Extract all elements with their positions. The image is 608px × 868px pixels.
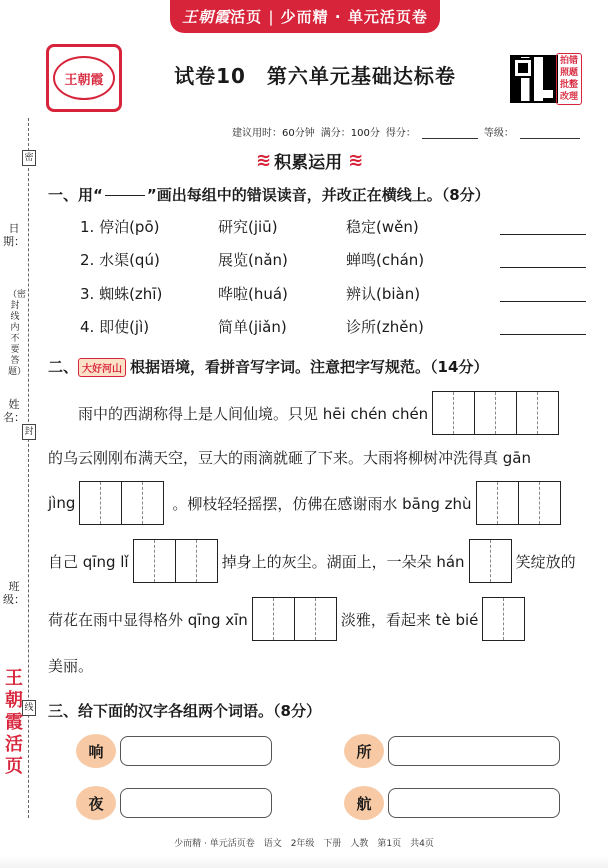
banner-brand: 王朝霞 [182, 8, 231, 26]
q2-text: 的乌云刚刚布满天空，豆大的雨滴就砸了下来。大雨将柳树冲洗得真 gān [48, 448, 531, 467]
seal-mark-1: 密 [22, 150, 36, 166]
class-label: 班级： [3, 580, 25, 606]
q1-item: 展览(nǎn) [218, 251, 288, 269]
bottom-edge [0, 856, 608, 868]
qr-code-icon [510, 55, 558, 103]
q2-line-6 [48, 642, 93, 688]
question-1-title [48, 184, 490, 205]
q1-title-part-a: 一、用“ [48, 186, 103, 204]
q2-text: 美丽。 [48, 656, 94, 675]
name-label: 姓名： [3, 398, 25, 424]
answer-box[interactable] [120, 788, 272, 818]
q2-line-4 [48, 538, 576, 584]
time-suggestion: 建议用时：60分钟 [232, 128, 315, 139]
date-label: 日期： [3, 222, 25, 248]
q3-item [76, 735, 272, 767]
q1-item: 蝉鸣(chán) [346, 251, 425, 269]
side-brand: 王朝霞活页 [5, 668, 23, 777]
logo-text: 王朝霞 [53, 56, 115, 100]
q2-text: 荷花在雨中显得格外 qīng xīn [48, 610, 248, 629]
writing-grid[interactable] [476, 481, 561, 525]
q2-text: 淡雅，看起来 tè bié [340, 610, 479, 629]
q1-item: 4. 即使(jì) [80, 318, 150, 336]
wave-icon: ≋ [256, 150, 269, 171]
q2-line-1 [78, 390, 559, 436]
score-blank[interactable] [422, 124, 478, 139]
q2-text: 。柳枝轻轻摇摆，仿佛在感谢雨水 bāng zhù [172, 494, 472, 513]
exam-meta [232, 124, 580, 139]
question-2-title [48, 356, 488, 377]
banner-series: 少而精 · 单元活页卷 [280, 8, 428, 26]
answer-line[interactable] [500, 301, 586, 302]
q2-text: 自己 qīng lǐ [48, 552, 129, 571]
answer-line[interactable] [500, 334, 586, 335]
writing-grid[interactable] [133, 539, 218, 583]
underline-mark [105, 195, 145, 196]
grade-blank[interactable] [520, 124, 580, 139]
writing-grid[interactable] [79, 481, 164, 525]
wave-icon: ≋ [348, 150, 361, 171]
section-heading [256, 148, 360, 173]
q1-item: 简单(jiǎn) [218, 318, 287, 336]
section-title: 积累运用 [274, 153, 343, 173]
answer-box[interactable] [120, 736, 272, 766]
q1-item: 稳定(wěn) [346, 218, 419, 236]
publisher-logo [46, 44, 122, 112]
writing-grid[interactable] [432, 391, 559, 435]
q3-item [344, 787, 560, 819]
page-title: 试卷10 第六单元基础达标卷 [174, 64, 456, 88]
q2-line-5 [48, 596, 525, 642]
seal-note: （密封线内不要答题） [8, 290, 27, 377]
q1-item: 诊所(zhěn) [346, 318, 424, 336]
writing-grid[interactable] [252, 597, 337, 641]
q3-item [344, 735, 560, 767]
q2-line-2 [48, 434, 531, 480]
answer-box[interactable] [388, 736, 560, 766]
answer-line[interactable] [500, 234, 586, 235]
q2-line-3 [48, 480, 561, 526]
q2-title-text: 根据语境，看拼音写字词。注意把字写规范。（14分） [130, 358, 489, 376]
q1-title-part-b: ”画出每组中的错误读音，并改正在横线上。（8分） [146, 186, 490, 204]
q1-item: 2. 水渠(qú) [80, 251, 160, 269]
q1-item: 研究(jiū) [218, 218, 278, 236]
q3-item [76, 787, 272, 819]
seal-mark-2: 封 [22, 424, 36, 440]
score-label: 得分： [385, 128, 416, 139]
q3-char: 夜 [76, 786, 116, 820]
seal-mark-3: 线 [22, 700, 36, 716]
banner-separator: | [268, 7, 275, 26]
q3-char: 航 [344, 786, 384, 820]
writing-grid[interactable] [469, 539, 512, 583]
q2-number: 二、 [48, 358, 79, 376]
q2-text: 笑绽放的 [515, 552, 576, 571]
q2-text: 雨中的西湖称得上是人间仙境。只见 hēi chén chén [78, 404, 429, 423]
question-3-title: 三、给下面的汉字各组两个词语。（8分） [48, 702, 321, 720]
q2-tag: 大好河山 [78, 358, 126, 377]
page-footer: 少而精 · 单元活页卷 语文 2年级 下册 人教 第1页 共4页 [174, 839, 434, 849]
grade-label: 等级： [483, 128, 514, 139]
top-banner [170, 0, 440, 33]
q2-text: 掉身上的灰尘。湖面上，一朵朵 hán [221, 552, 465, 571]
banner-brand-suffix: 活页 [230, 8, 263, 26]
q1-item: 3. 蜘蛛(zhī) [80, 285, 163, 303]
q1-item: 哗啦(huá) [218, 285, 288, 303]
answer-line[interactable] [500, 267, 586, 268]
qr-label: 拍错照题批整改理 [556, 53, 582, 105]
q1-item: 1. 停泊(pō) [80, 218, 160, 236]
q2-text: jìng [48, 494, 76, 512]
q3-char: 响 [76, 734, 116, 768]
q3-char: 所 [344, 734, 384, 768]
full-score: 满分：100分 [320, 128, 380, 139]
writing-grid[interactable] [482, 597, 525, 641]
answer-box[interactable] [388, 788, 560, 818]
q1-item: 辨认(biàn) [346, 285, 421, 303]
